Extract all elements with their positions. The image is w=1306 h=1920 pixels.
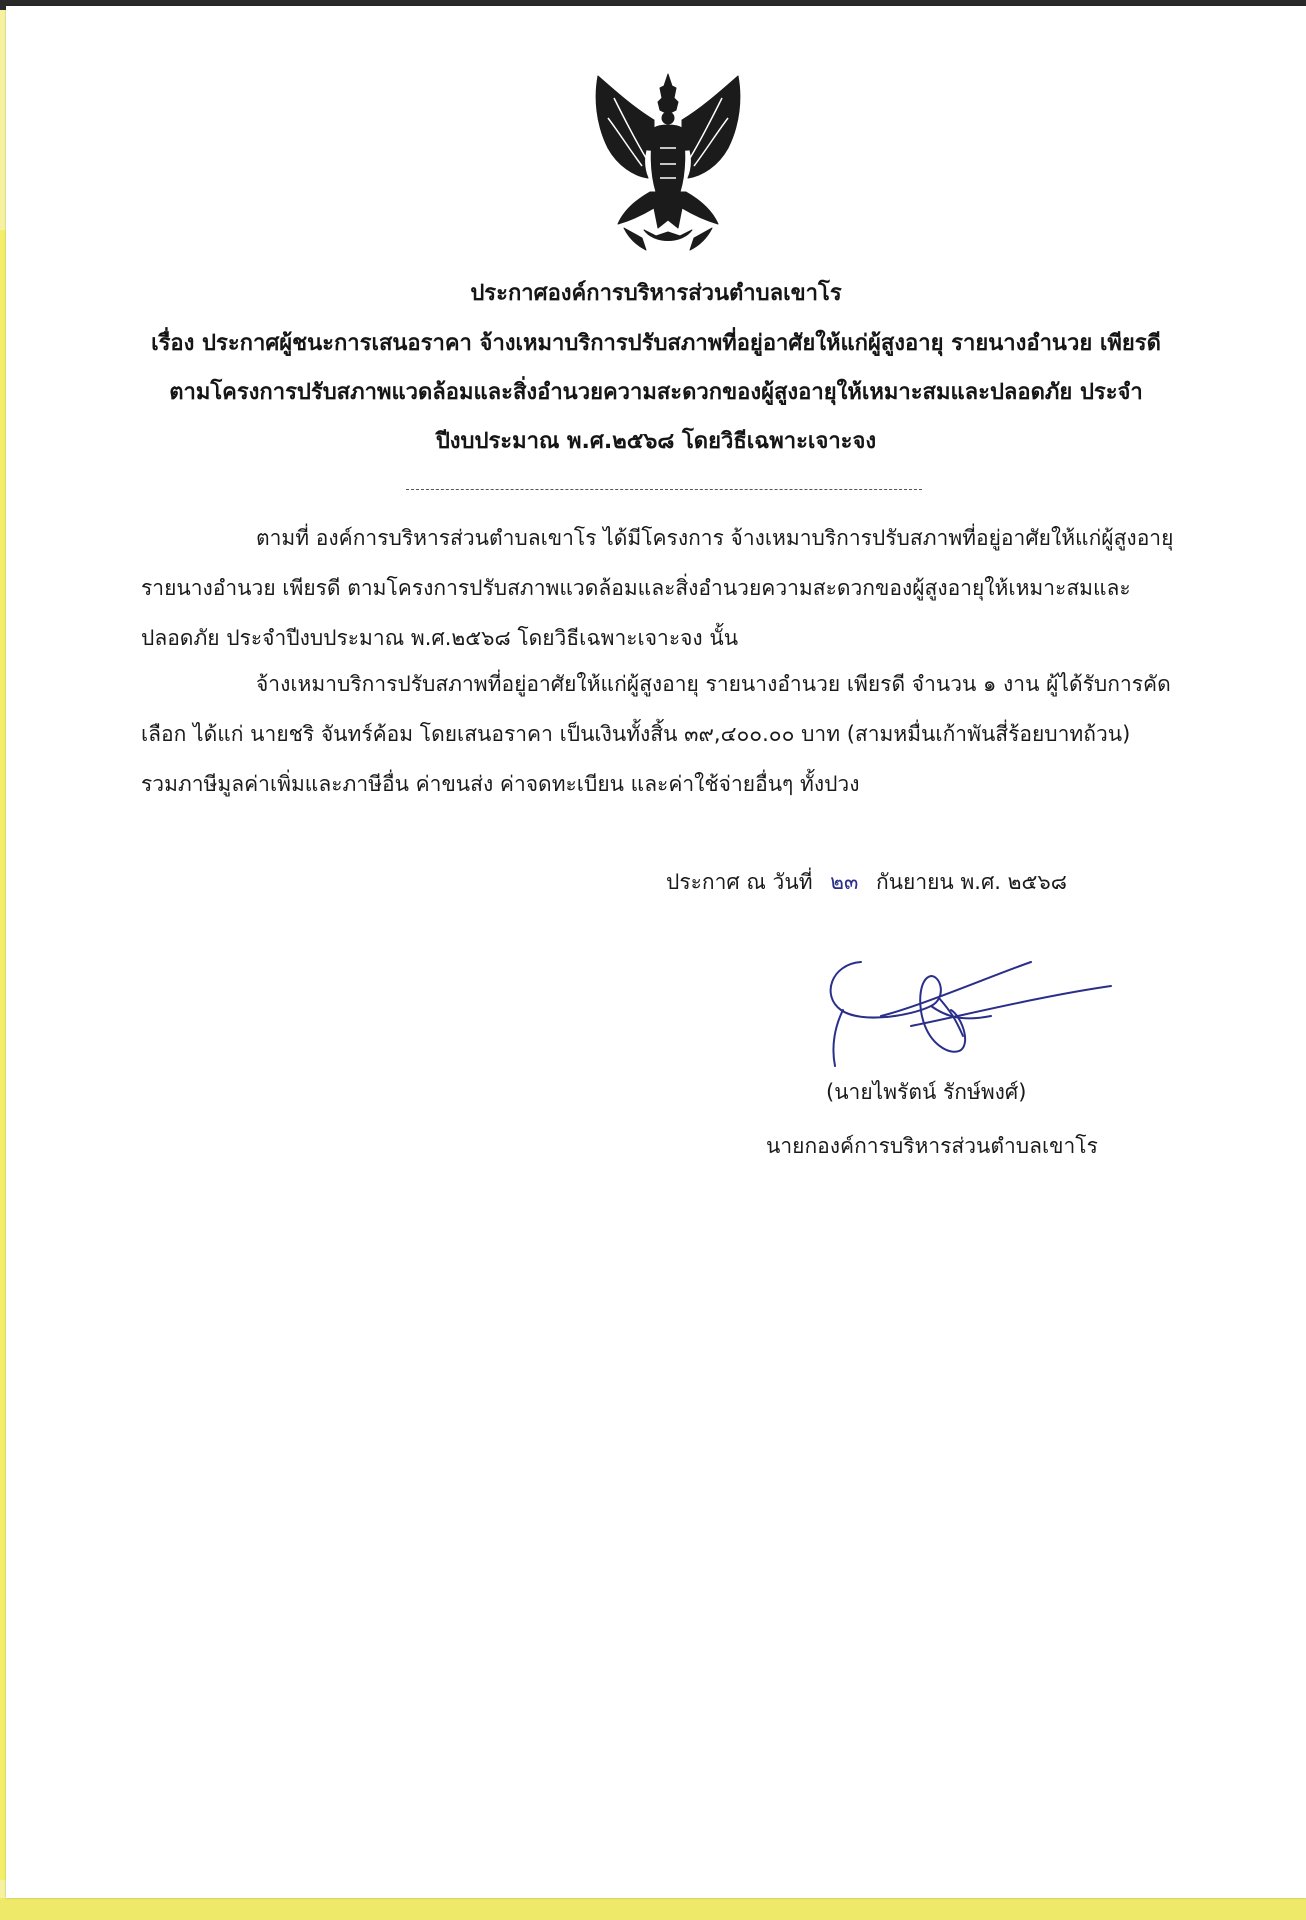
date-day-handwritten: ๒๓ — [830, 870, 859, 894]
scan-bottom-edge — [0, 1898, 1306, 1920]
subject-line-3: ปีงบประมาณ พ.ศ.๒๕๖๘ โดยวิธีเฉพาะเจาะจง — [435, 429, 877, 454]
signatory-position: นายกองค์การบริหารส่วนตำบลเขาโร — [766, 1134, 1098, 1158]
subject-line-1: เรื่อง ประกาศผู้ชนะการเสนอราคา จ้างเหมาบริการปรับสภาพที่อยู่อาศัยให้แก่ผู้สูงอายุ รายนางอำนวย เพียรดี — [151, 331, 1161, 356]
document-page — [6, 6, 1306, 1898]
date-month-year: กันยายน พ.ศ. ๒๕๖๘ — [875, 870, 1067, 894]
garuda-emblem-icon — [584, 68, 752, 256]
paragraph-2-line-1: จ้างเหมาบริการปรับสภาพที่อยู่อาศัยให้แก่ผู้สูงอายุ รายนางอำนวย เพียรดี จำนวน ๑ งาน ผู้ได้รับการคัด — [256, 672, 1171, 696]
announcement-title: ประกาศองค์การบริหารส่วนตำบลเขาโร — [470, 281, 842, 306]
date-prefix: ประกาศ ณ วันที่ — [666, 870, 813, 894]
handwritten-signature-icon — [821, 946, 1121, 1076]
paragraph-1-line-3: ปลอดภัย ประจำปีงบประมาณ พ.ศ.๒๕๖๘ โดยวิธีเฉพาะเจาะจง นั้น — [141, 626, 739, 650]
paragraph-1-line-1: ตามที่ องค์การบริหารส่วนตำบลเขาโร ได้มีโครงการ จ้างเหมาบริการปรับสภาพที่อยู่อาศัยให้แก่ผู้สูงอายุ — [256, 526, 1174, 550]
paragraph-2-line-2: เลือก ได้แก่ นายชริ จันทร์ค้อม โดยเสนอราคา เป็นเงินทั้งสิ้น ๓๙,๔๐๐.๐๐ บาท (สามหมื่นเก้าพันสี่ร้อยบาทถ้วน) — [141, 722, 1131, 746]
subject-line-2: ตามโครงการปรับสภาพแวดล้อมและสิ่งอำนวยความสะดวกของผู้สูงอายุให้เหมาะสมและปลอดภัย ประจำ — [169, 380, 1143, 405]
announcement-date — [666, 866, 1067, 899]
dashed-divider — [406, 489, 922, 490]
paragraph-2-line-3: รวมภาษีมูลค่าเพิ่มและภาษีอื่น ค่าขนส่ง ค่าจดทะเบียน และค่าใช้จ่ายอื่นๆ ทั้งปวง — [141, 772, 860, 796]
paragraph-1-line-2: รายนางอำนวย เพียรดี ตามโครงการปรับสภาพแวดล้อมและสิ่งอำนวยความสะดวกของผู้สูงอายุให้เหมาะสมและ — [141, 576, 1131, 600]
signatory-name: (นายไพรัตน์ รักษ์พงศ์) — [826, 1080, 1027, 1104]
